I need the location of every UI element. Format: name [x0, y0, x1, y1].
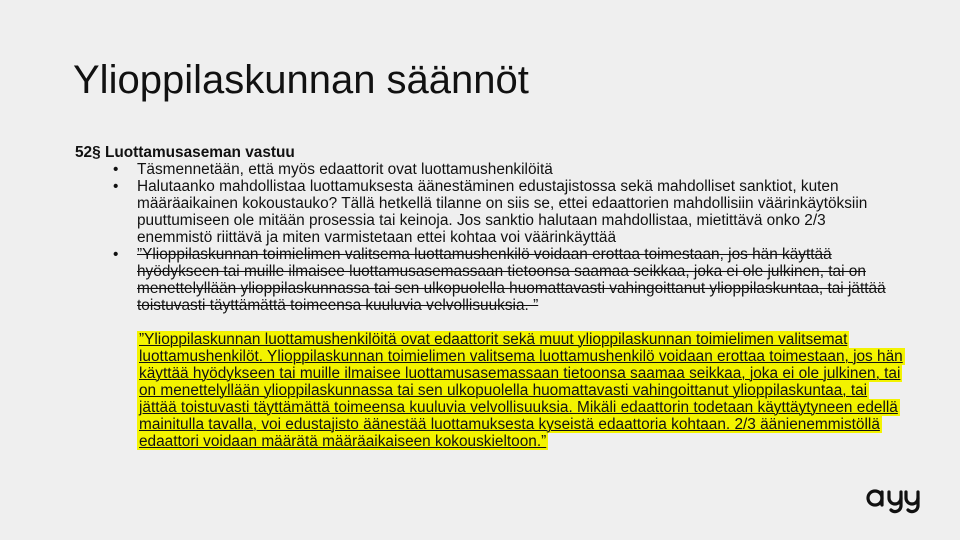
bullet-text: Täsmennetään, että myös edaattorit ovat luottamushenkilöitä: [137, 161, 553, 178]
ayy-logo-icon: [866, 488, 926, 514]
highlighted-text: ”Ylioppilaskunnan luottamushenkilöitä ovat edaattorit sekä muut ylioppilaskunnan toimielimen valitsemat luottamushenkilöt. Ylioppilaskunnan toimielimen valitsema luottamushenkilö voidaan erottaa toimestaan, jos hän käyttää hyödykseen tai muille ilmaisee luottamusasemassaan tietoonsa saamaa seikkaa, joka ei ole julkinen, tai on menettelyllään ylioppilaskunnassa tai sen ulkopuolella huomattavasti vahingoittanut ylioppilaskuntaa, tai jättää toistuvasti täyttämättä toimeensa kuuluvia velvollisuuksia. Mikäli edaattorin todetaan käyttäytyneen edellä mainitulla tavalla, voi edustajisto äänestää luottamuksesta kyseistä edaattoria kohtaan. 2/3 äänienemmistöllä edaattori voidaan määrätä määräaikaiseen kokouskieltoon.”: [139, 331, 903, 450]
slide-title: Ylioppilaskunnan säännöt: [73, 58, 529, 102]
highlighted-paragraph: [75, 331, 905, 450]
bullet-icon: •: [113, 246, 119, 263]
bullet-list: [75, 161, 905, 314]
struck-text: ”Ylioppilaskunnan toimielimen valitsema luottamushenkilö voidaan erottaa toimestaan, jos hän käyttää hyödykseen tai muille ilmaisee luottamusasemassaan tietoonsa saamaa seikkaa, joka ei ole julkinen, tai on menettelyllään ylioppilaskunnassa tai sen ulkopuolella huomattavasti vahingoittanut ylioppilaskuntaa, tai jättää toistuvasti täyttämättä toimeensa kuuluvia velvollisuuksia. ”: [137, 246, 886, 314]
bullet-icon: •: [113, 178, 119, 195]
list-item: [75, 161, 905, 178]
bullet-icon: •: [113, 161, 119, 178]
list-item-struck: [75, 246, 905, 314]
bullet-text: Halutaanko mahdollistaa luottamuksesta äänestäminen edustajistossa sekä mahdolliset sanktiot, kuten määräaikainen kokoustauko? Tällä hetkellä tilanne on siis se, ettei edaattorien mahdollisiin väärinkäytöksiin puuttumiseen ole mitään prosessia tai keinoja. Jos sanktio halutaan mahdollistaa, mietittävä onko 2/3 enemmistö riittävä ja miten varmistetaan ettei kohtaa voi väärinkäyttää: [137, 178, 868, 246]
list-item: [75, 178, 905, 246]
slide-content: [75, 144, 905, 450]
section-heading: 52§ Luottamusaseman vastuu: [75, 144, 295, 161]
